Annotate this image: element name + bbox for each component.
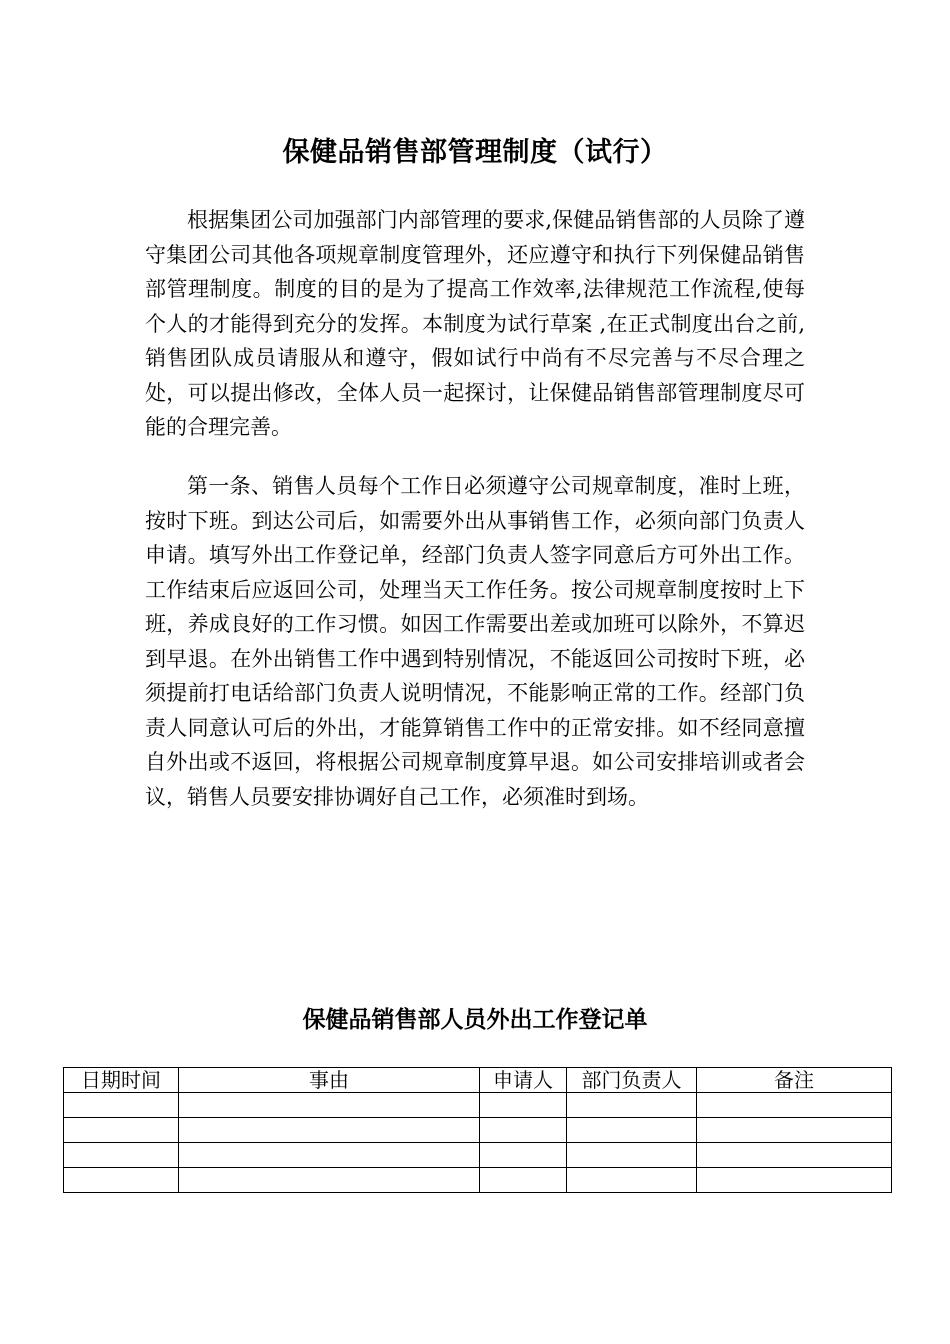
outing-register-table	[63, 1067, 892, 1193]
table-cell[interactable]	[179, 1168, 480, 1193]
table-cell[interactable]	[697, 1118, 892, 1143]
table-cell[interactable]	[179, 1118, 480, 1143]
column-header-department-head: 部门负责人	[567, 1068, 697, 1093]
column-header-reason: 事由	[179, 1068, 480, 1093]
form-title: 保健品销售部人员外出工作登记单	[302, 1006, 648, 1033]
table-cell[interactable]	[567, 1143, 697, 1168]
page-title: 保健品销售部管理制度（试行）	[282, 137, 668, 168]
column-header-remarks: 备注	[697, 1068, 892, 1093]
table-cell[interactable]	[697, 1143, 892, 1168]
intro-paragraph: 根据集团公司加强部门内部管理的要求,保健品销售部的人员除了遵守集团公司其他各项规章制度管理外，还应遵守和执行下列保健品销售部管理制度。制度的目的是为了提高工作效率,法律规范工作流程,使每个人的才能得到充分的发挥。本制度为试行草案 ,在正式制度出台之前,销售团队成员请服从和遵守，假如试行中尚有不尽完善与不尽合理之处，可以提出修改，全体人员一起探讨，让保健品销售部管理制度尽可能的合理完善。	[145, 208, 805, 439]
table-header-row	[64, 1068, 892, 1093]
table-cell[interactable]	[480, 1118, 567, 1143]
column-header-datetime: 日期时间	[64, 1068, 179, 1093]
table-cell[interactable]	[179, 1143, 480, 1168]
table-cell[interactable]	[697, 1093, 892, 1118]
article-1-paragraph: 第一条、销售人员每个工作日必须遵守公司规章制度，准时上班，按时下班。到达公司后，如需要外出从事销售工作，必须向部门负责人申请。填写外出工作登记单，经部门负责人签字同意后方可外出工作。工作结束后应返回公司，处理当天工作任务。按公司规章制度按时上下班，养成良好的工作习惯。如因工作需要出差或加班可以除外，不算迟到早退。在外出销售工作中遇到特别情况，不能返回公司按时下班，必须提前打电话给部门负责人说明情况，不能影响正常的工作。经部门负责人同意认可后的外出，才能算销售工作中的正常安排。如不经同意擅自外出或不返回，将根据公司规章制度算早退。如公司安排培训或者会议，销售人员要安排协调好自己工作，必须准时到场。	[145, 474, 805, 809]
table-cell[interactable]	[64, 1143, 179, 1168]
table-cell[interactable]	[697, 1168, 892, 1193]
table-cell[interactable]	[567, 1093, 697, 1118]
table-cell[interactable]	[480, 1168, 567, 1193]
table-row	[64, 1093, 892, 1118]
table-cell[interactable]	[567, 1118, 697, 1143]
table-cell[interactable]	[179, 1093, 480, 1118]
table-row	[64, 1143, 892, 1168]
table-cell[interactable]	[480, 1143, 567, 1168]
table-cell[interactable]	[480, 1093, 567, 1118]
table-cell[interactable]	[64, 1118, 179, 1143]
table-cell[interactable]	[64, 1168, 179, 1193]
table-row	[64, 1168, 892, 1193]
column-header-applicant: 申请人	[480, 1068, 567, 1093]
table-row	[64, 1118, 892, 1143]
table-cell[interactable]	[567, 1168, 697, 1193]
table-cell[interactable]	[64, 1093, 179, 1118]
